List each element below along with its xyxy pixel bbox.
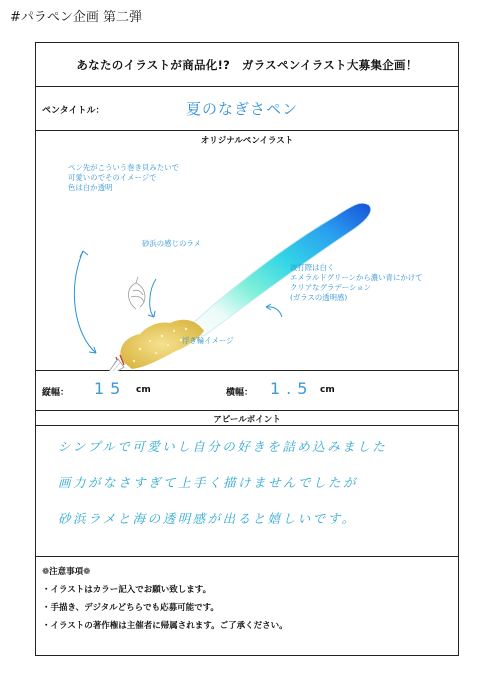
pen-title-value: 夏のなぎさペン (186, 100, 299, 118)
pen-title-row (36, 87, 458, 131)
notes-section (36, 557, 458, 657)
form-title: あなたのイラストが商品化!? ガラスペンイラスト大募集企画！ (76, 57, 418, 72)
annotation-float-ring: 浮き輪イメージ (182, 336, 234, 345)
appeal-divider (36, 425, 458, 426)
appeal-line-2: 画力がなさすぎて上手く描けませんでしたが (58, 475, 359, 490)
appeal-line-3: 砂浜ラメと海の透明感が出ると嬉しいです。 (58, 511, 357, 526)
length-label: 縦幅： (42, 388, 70, 398)
note-item: ・イラストの著作権は主催者に帰属されます。ご了承ください。 (42, 621, 288, 631)
length-value: 15 (94, 379, 127, 398)
pen-title-label: ペンタイトル： (42, 106, 105, 116)
form-title-row (36, 43, 458, 87)
appeal-line-1: シンプルで可愛いし自分の好きを詰め込みました (58, 439, 388, 454)
annotation-tip-shell: ペン先がこういう巻き貝みたいで 可愛いのでそのイメージで 色は白か透明 (68, 163, 179, 192)
length-unit: cm (136, 385, 151, 395)
width-label: 横幅： (226, 388, 254, 398)
annotation-arrows (74, 251, 282, 371)
dimensions-row (36, 371, 458, 411)
appeal-section (36, 411, 458, 557)
annotation-waves: 波打際は白く エメラルドグリーンから濃い青にかけて クリアなグラデーション (ガラスの透明感) (290, 263, 423, 302)
width-value: 1.5 (270, 379, 314, 398)
appeal-header: アピールポイント (213, 415, 281, 425)
entry-form (35, 42, 459, 656)
annotation-sand-lame: 砂浜の感じのラメ (142, 239, 201, 248)
note-item: ・イラストはカラー記入でお願い致します。 (42, 585, 212, 595)
page-header: #パラペン企画 第二弾 (10, 10, 143, 25)
width-unit: cm (320, 385, 335, 395)
illustration-section (36, 131, 458, 371)
illustration-header: オリジナルペンイラスト (200, 136, 294, 146)
note-item: ・手描き、デジタルどちらでも応募可能です。 (42, 603, 219, 613)
pen-nib (102, 359, 124, 371)
notes-title: ❁注意事項❁ (42, 567, 91, 577)
shell-icon (129, 277, 145, 309)
